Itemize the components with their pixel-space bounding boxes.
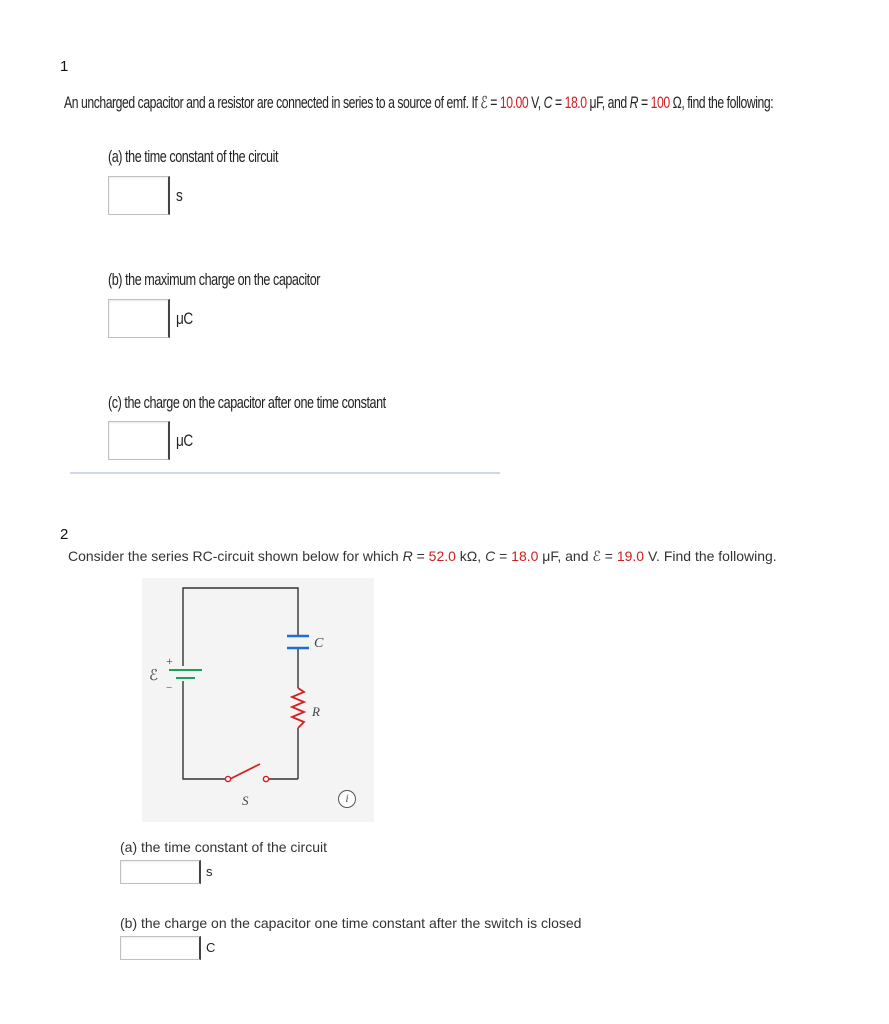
given-emf-value: 19.0 (616, 548, 645, 564)
part-c-unit: μC (176, 431, 193, 450)
switch-label: S (242, 793, 249, 808)
question-prompt: An uncharged capacitor and a resistor are connected in series to a source of emf. If ℰ = 10.00 V, C = 18.0 μF, and R = 100 Ω, find the following: (64, 94, 774, 112)
part-b-answer-input[interactable] (108, 299, 170, 338)
capacitor-label: C (314, 636, 324, 651)
part-a-answer-input[interactable] (120, 860, 201, 884)
given-resistance-value: 52.0 (428, 548, 456, 564)
resistor-symbol (292, 688, 304, 728)
battery-symbol (169, 670, 202, 678)
part-a-label: (a) the time constant of the circuit (120, 839, 327, 855)
given-capacitance-value: 18.0 (564, 94, 587, 112)
part-a-unit: s (176, 186, 183, 205)
info-icon[interactable]: i (338, 790, 356, 808)
part-a-answer-input[interactable] (108, 176, 170, 215)
part-b-label: (b) the charge on the capacitor one time constant after the switch is closed (120, 915, 582, 931)
capacitor-symbol (287, 636, 309, 648)
given-emf-value: 10.00 (499, 94, 529, 112)
part-c-answer-input[interactable] (108, 421, 170, 460)
part-b-unit: μC (176, 309, 193, 328)
switch-symbol (225, 764, 268, 782)
question-number: 2 (60, 526, 69, 543)
question-prompt: Consider the series RC-circuit shown below for which R = 52.0 kΩ, C = 18.0 μF, and ℰ = 19.0 V. Find the following. (68, 548, 777, 564)
rc-circuit-diagram (142, 578, 374, 822)
part-a-unit: s (206, 864, 213, 879)
given-capacitance-value: 18.0 (511, 548, 539, 564)
part-b-answer-input[interactable] (120, 936, 201, 960)
given-resistance-value: 100 (650, 94, 670, 112)
battery-minus-sign: − (166, 682, 173, 694)
part-a-label: (a) the time constant of the circuit (108, 147, 279, 166)
emf-symbol: ℰ (592, 548, 601, 564)
resistor-label: R (312, 704, 320, 719)
part-b-label: (b) the maximum charge on the capacitor (108, 270, 321, 289)
question-number: 1 (60, 58, 69, 75)
part-b-unit: C (206, 940, 216, 955)
emf-label: ℰ (149, 668, 159, 684)
emf-symbol: ℰ (480, 94, 488, 112)
question-divider (70, 472, 500, 474)
circuit-wires (183, 588, 298, 779)
part-c-label: (c) the charge on the capacitor after one time constant (108, 393, 386, 412)
battery-plus-sign: + (166, 654, 173, 668)
